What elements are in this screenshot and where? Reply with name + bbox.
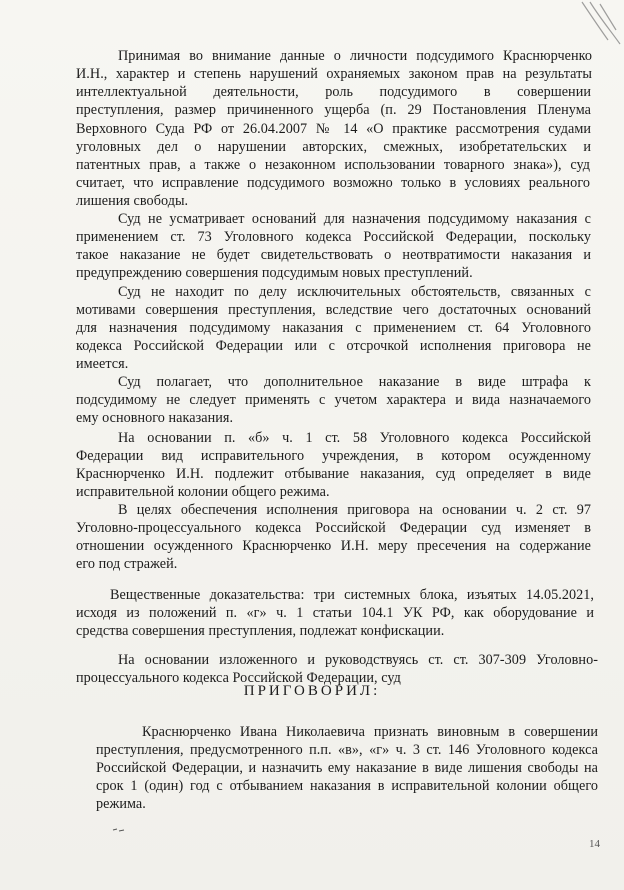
text-line: кодекса Российской Федерации или с отсрочкой исполнения приговора не <box>76 338 591 354</box>
pen-dot-icon <box>112 826 126 834</box>
text-line: Принимая во внимание данные о личности подсудимого Краснюрченко <box>118 48 592 64</box>
text-line: ему основного наказания. <box>76 410 234 426</box>
text-line: Верховного Суда РФ от 26.04.2007 № 14 «О практике рассмотрения судами <box>76 121 591 137</box>
text-line: преступления, предусмотренного п.п. «в», «г» ч. 3 ст. 146 Уголовного кодекса <box>96 742 598 758</box>
text-line: имеется. <box>76 356 129 372</box>
text-line: Краснюрченко Ивана Николаевича признать виновным в совершении <box>142 724 598 740</box>
text-line: процессуального кодекса Российской Федерации, суд <box>76 670 401 686</box>
text-line: его под стражей. <box>76 556 178 572</box>
text-line: На основании изложенного и руководствуясь ст. ст. 307-309 Уголовно- <box>118 652 598 668</box>
text-line: режима. <box>96 796 146 812</box>
text-line: преступления, размер причиненного ущерба (п. 29 Постановления Пленума <box>76 102 591 118</box>
text-line: предупреждению совершения подсудимым новых преступлений. <box>76 265 473 281</box>
text-line: мотивами совершения преступления, вследствие чего достаточных оснований <box>76 302 591 318</box>
text-line: И.Н., характер и степень нарушений охраняемых законом прав на результаты <box>76 66 592 82</box>
text-line: Суд полагает, что дополнительное наказание в виде штрафа к <box>118 374 591 390</box>
text-line: Краснюрченко И.Н. подлежит отбывание наказания, суд определяет в виде <box>76 466 591 482</box>
text-line: считает, что исправление подсудимого возможно только в условиях реального <box>76 175 590 191</box>
text-line: Суд не находит по делу исключительных обстоятельств, связанных с <box>118 284 591 300</box>
text-line: исправительной колонии общего режима. <box>76 484 330 500</box>
text-line: Российской Федерации, и назначить ему наказание в виде лишения свободы на <box>96 760 598 776</box>
text-line: На основании п. «б» ч. 1 ст. 58 Уголовного кодекса Российской <box>118 430 591 446</box>
text-line: для назначения подсудимому наказания с применением ст. 64 Уголовного <box>76 320 591 336</box>
text-line: Суд не усматривает оснований для назначения подсудимому наказания с <box>118 211 591 227</box>
text-line: отношении осужденного Краснюрченко И.Н. меру пресечения на содержание <box>76 538 591 554</box>
text-line: применением ст. 73 Уголовного кодекса Российской Федерации, поскольку <box>76 229 591 245</box>
text-line: средства совершения преступления, подлежат конфискации. <box>76 623 445 639</box>
text-line: срок 1 (один) год с отбыванием наказания в исправительной колонии общего <box>96 778 598 794</box>
text-line: интеллектуальной деятельности, роль подсудимого в совершении <box>76 84 591 100</box>
text-line: уголовных дел о нарушении авторских, смежных, изобретательских и <box>76 139 591 155</box>
text-line: Федерации вид исправительного учреждения, в котором осужденному <box>76 448 591 464</box>
text-line: В целях обеспечения исполнения приговора на основании ч. 2 ст. 97 <box>118 502 591 518</box>
page-number: 14 <box>589 838 600 850</box>
text-line: подсудимому не следует применять с учетом характера и вида назначаемого <box>76 392 591 408</box>
text-line: Вещественные доказательства: три системных блока, изъятых 14.05.2021, <box>110 587 594 603</box>
text-line: такое наказание не будет свидетельствовать о неотвратимости наказания и <box>76 247 591 263</box>
text-line: исходя из положений п. «г» ч. 1 статьи 104.1 УК РФ, как оборудование и <box>76 605 594 621</box>
verdict-heading: ПРИГОВОРИЛ: <box>243 683 381 699</box>
text-line: патентных прав, а также о незаконном использовании товарного знака»), суд <box>76 157 590 173</box>
text-line: лишения свободы. <box>76 193 189 209</box>
text-line: Уголовно-процессуального кодекса Российской Федерации суд изменяет в <box>76 520 591 536</box>
